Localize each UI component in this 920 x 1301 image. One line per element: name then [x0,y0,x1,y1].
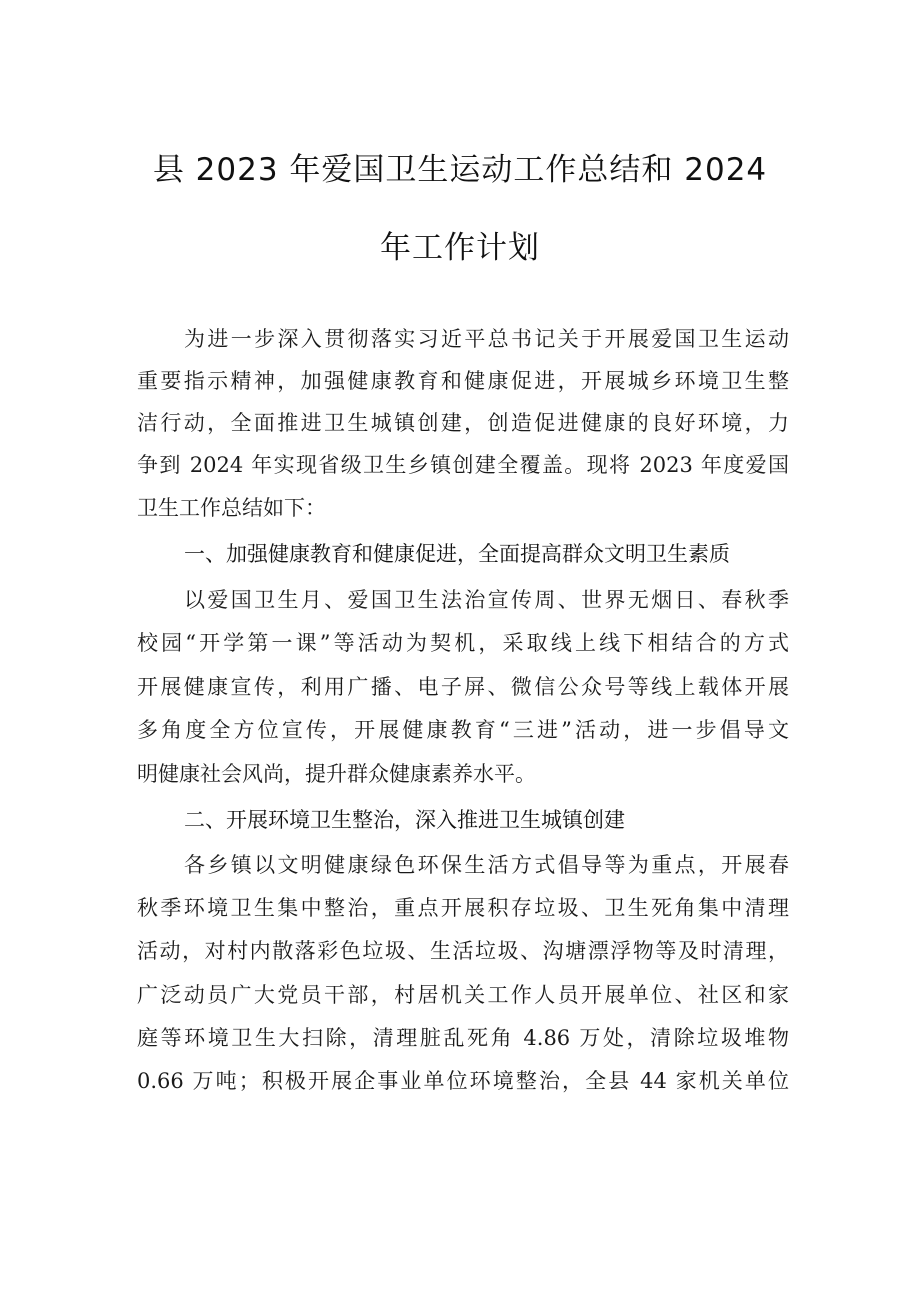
section-2-line: 庭等环境卫生大扫除，清理脏乱死角 4.86 万处，清除垃圾堆物 [137,1026,789,1050]
section-2-heading: 二、开展环境卫生整治，深入推进卫生城镇创建 [184,808,625,832]
section-2-line: 各乡镇以文明健康绿色环保生活方式倡导等为重点，开展春 [184,853,789,877]
section-1-line: 明健康社会风尚，提升群众健康素养水平。 [137,762,536,786]
section-1-line: 以爱国卫生月、爱国卫生法治宣传周、世界无烟日、春秋季 [184,588,789,612]
section-2-line: 活动，对村内散落彩色垃圾、生活垃圾、沟塘漂浮物等及时清理， [137,939,789,963]
document-title-line-1: 县 2023 年爱国卫生运动工作总结和 2024 [152,152,768,188]
document-title-line-2: 年工作计划 [380,230,540,266]
section-2-line: 广泛动员广大党员干部，村居机关工作人员开展单位、社区和家 [137,983,789,1007]
intro-line: 卫生工作总结如下： [137,496,326,520]
section-2-line: 秋季环境卫生集中整治，重点开展积存垃圾、卫生死角集中清理 [137,896,789,920]
section-1-line: 校园“开学第一课”等活动为契机，采取线上线下相结合的方式 [137,631,789,655]
intro-line: 争到 2024 年实现省级卫生乡镇创建全覆盖。现将 2023 年度爱国 [137,453,789,477]
intro-line: 洁行动，全面推进卫生城镇创建，创造促进健康的良好环境，力 [137,411,789,435]
section-2-line: 0.66 万吨；积极开展企事业单位环境整治，全县 44 家机关单位 [137,1069,789,1093]
section-1-line: 开展健康宣传，利用广播、电子屏、微信公众号等线上载体开展 [137,675,789,699]
intro-line: 为进一步深入贯彻落实习近平总书记关于开展爱国卫生运动 [184,327,789,351]
intro-line: 重要指示精神，加强健康教育和健康促进，开展城乡环境卫生整 [137,369,789,393]
section-1-heading: 一、加强健康教育和健康促进，全面提高群众文明卫生素质 [184,542,730,566]
section-1-line: 多角度全方位宣传，开展健康教育“三进”活动，进一步倡导文 [137,718,789,742]
